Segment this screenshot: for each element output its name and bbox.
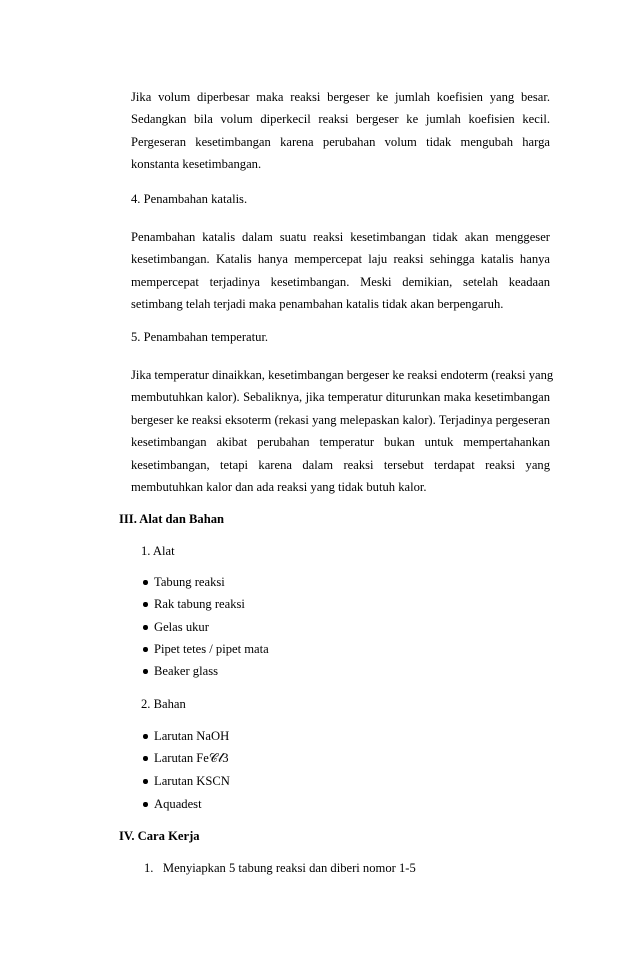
bullet-icon — [143, 734, 148, 739]
list-item-label: Gelas ukur — [154, 620, 209, 634]
bullet-icon — [143, 669, 148, 674]
bullet-icon — [143, 647, 148, 652]
text-line: Sedangkan bila volum diperkecil reaksi bergeser ke jumlah koefisien kecil. — [131, 112, 550, 127]
bullet-icon — [143, 779, 148, 784]
paragraph-katalis — [131, 226, 550, 316]
text-line: konstanta kesetimbangan. — [131, 157, 262, 172]
list-item-label: Tabung reaksi — [154, 575, 225, 589]
text-line: kesetimbangan, tetapi karena dalam reaksi tersebut terdapat reaksi yang — [131, 457, 550, 472]
list-item-label: Larutan Fe𝒞𝓁3 — [154, 751, 229, 765]
text-line: setimbang telah terjadi maka penambahan katalis tidak akan berpengaruh. — [131, 297, 504, 312]
subsection-title-bahan: 2. Bahan — [141, 697, 186, 711]
procedure-step: 1. Menyiapkan 5 tabung reaksi dan diberi nomor 1-5 — [144, 861, 416, 875]
bullet-icon — [143, 756, 148, 761]
text-line: mempercepat terjadinya kesetimbangan. Meski demikian, setelah keadaan — [131, 274, 550, 289]
list-item — [154, 750, 229, 766]
text-line: Penambahan katalis dalam suatu reaksi kesetimbangan tidak akan menggeser — [131, 230, 550, 244]
text-line: Jika temperatur dinaikkan, kesetimbangan bergeser ke reaksi endoterm (reaksi yang — [131, 368, 554, 382]
list-item-label: Larutan NaOH — [154, 729, 230, 743]
text-line: membutuhkan kalor). Sebaliknya, jika temperatur diturunkan maka kesetimbangan — [131, 390, 550, 405]
bullet-icon — [143, 625, 148, 630]
text-line: kesetimbangan. Katalis hanya mempercepat laju reaksi sehingga katalis hanya — [131, 252, 550, 267]
section-heading-cara-kerja: IV. Cara Kerja — [119, 829, 200, 843]
bullet-icon — [143, 802, 148, 807]
list-item — [154, 773, 230, 789]
item-title-katalis: 4. Penambahan katalis. — [131, 192, 248, 206]
list-item-label: Pipet tetes / pipet mata — [154, 642, 269, 656]
text-line: Pergeseran kesetimbangan karena perubahan volum tidak mengubah harga — [131, 134, 550, 149]
paragraph-volume — [131, 86, 550, 176]
list-item — [154, 728, 229, 744]
list-item-label: Beaker glass — [154, 664, 218, 678]
bullet-icon — [143, 580, 148, 585]
list-item — [154, 619, 209, 635]
item-title-temperatur: 5. Penambahan temperatur. — [131, 330, 269, 344]
text-line: bergeser ke reaksi eksoterm (rekasi yang melepaskan kalor). Terjadinya pergeseran — [131, 412, 550, 427]
section-heading-alat-bahan: III. Alat dan Bahan — [119, 512, 224, 526]
list-item-label: Larutan KSCN — [154, 774, 230, 788]
list-item — [154, 641, 269, 657]
bullet-icon — [143, 602, 148, 607]
list-item — [154, 796, 202, 812]
subsection-title-alat: 1. Alat — [141, 544, 175, 558]
list-item — [154, 663, 218, 679]
list-item-label: Rak tabung reaksi — [154, 597, 245, 611]
text-line: membutuhkan kalor dan ada reaksi yang tidak butuh kalor. — [131, 480, 427, 495]
list-item-label: Aquadest — [154, 797, 202, 811]
paragraph-temperatur — [131, 364, 554, 498]
list-item — [154, 596, 245, 612]
text-line: kesetimbangan akibat perubahan temperatur bukan untuk mempertahankan — [131, 435, 550, 450]
text-line: Jika volum diperbesar maka reaksi bergeser ke jumlah koefisien yang besar. — [131, 90, 550, 104]
list-item — [154, 574, 225, 590]
